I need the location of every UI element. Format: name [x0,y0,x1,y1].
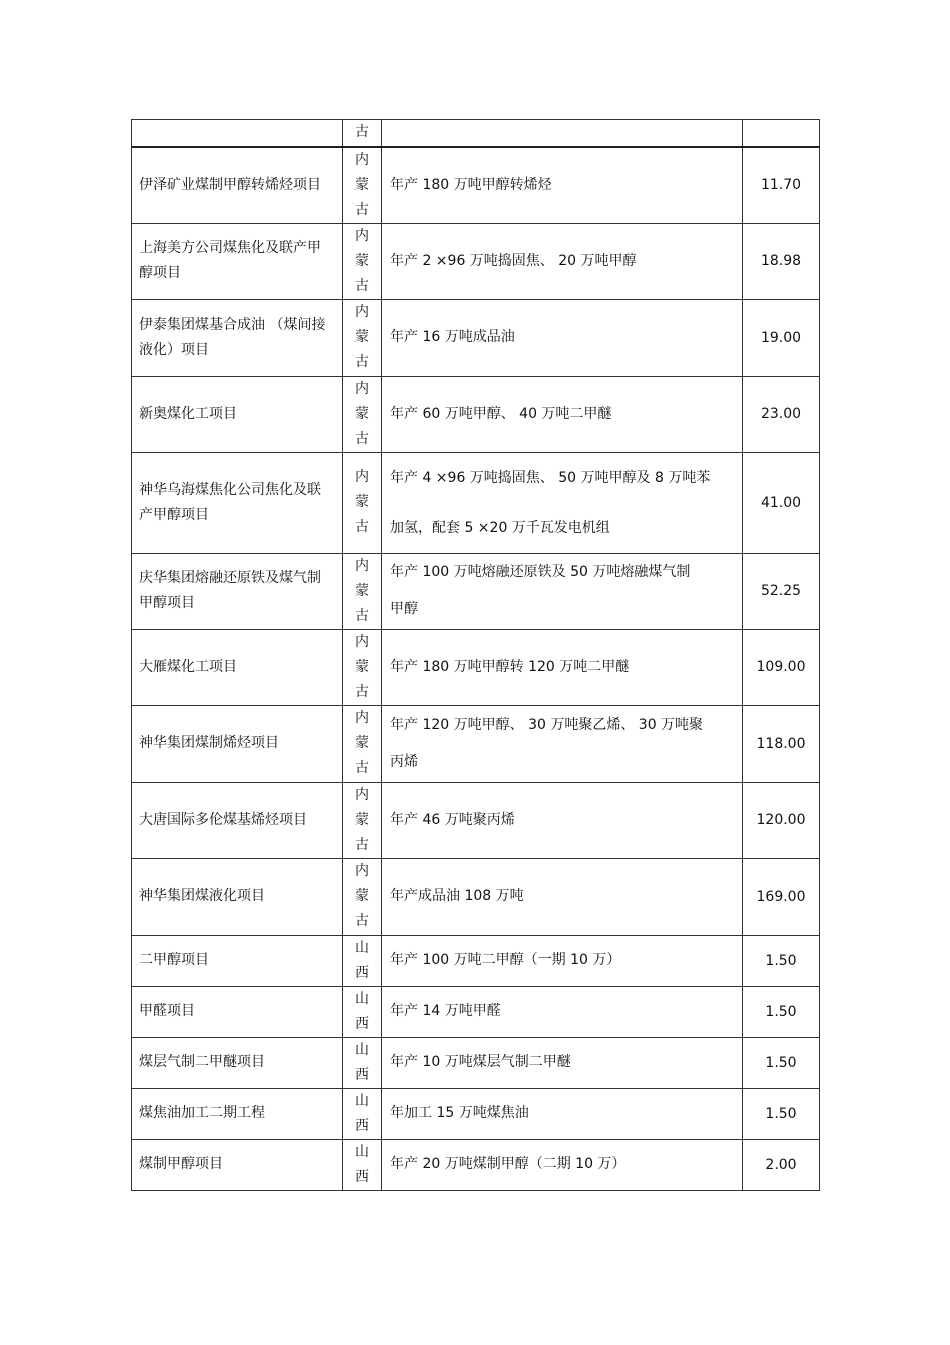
investment: 1.50 [743,1037,820,1088]
projects-table [131,119,820,1191]
table-row [132,782,820,858]
project-name: 新奥煤化工项目 [132,376,343,452]
project-name: 大唐国际多伦煤基烯烃项目 [132,782,343,858]
province: 内 蒙 古 [343,223,382,299]
table-row [132,986,820,1037]
capacity: 年产 60 万吨甲醇、 40 万吨二甲醚 [382,376,743,452]
capacity [382,120,743,147]
investment: 1.50 [743,935,820,986]
capacity: 年产 10 万吨煤层气制二甲醚 [382,1037,743,1088]
capacity: 年产 100 万吨二甲醇（一期 10 万） [382,935,743,986]
table-row [132,120,820,147]
investment: 1.50 [743,1088,820,1139]
project-name [132,120,343,147]
capacity: 年产 2 ×96 万吨捣固焦、 20 万吨甲醇 [382,223,743,299]
project-name: 煤焦油加工二期工程 [132,1088,343,1139]
investment: 52.25 [743,553,820,629]
project-name: 伊泰集团煤基合成油 （煤间接液化）项目 [132,299,343,376]
province: 古 [343,120,382,147]
capacity: 年产 120 万吨甲醇、 30 万吨聚乙烯、 30 万吨聚 丙烯 [382,705,743,782]
table-row [132,299,820,376]
capacity: 年加工 15 万吨煤焦油 [382,1088,743,1139]
table-row [132,1088,820,1139]
table-row [132,553,820,629]
investment: 118.00 [743,705,820,782]
project-name: 神华集团煤液化项目 [132,858,343,935]
table-row [132,1139,820,1190]
province: 内 蒙 古 [343,376,382,452]
table-row [132,1037,820,1088]
table-row [132,629,820,705]
capacity: 年产成品油 108 万吨 [382,858,743,935]
table-row [132,935,820,986]
province: 内 蒙 古 [343,858,382,935]
investment [743,120,820,147]
project-name: 神华乌海煤焦化公司焦化及联产甲醇项目 [132,452,343,553]
investment: 41.00 [743,452,820,553]
project-name: 庆华集团熔融还原铁及煤气制甲醇项目 [132,553,343,629]
capacity: 年产 180 万吨甲醇转烯烃 [382,147,743,224]
project-name: 甲醛项目 [132,986,343,1037]
table-row [132,858,820,935]
province: 山 西 [343,1037,382,1088]
project-name: 上海美方公司煤焦化及联产甲醇项目 [132,223,343,299]
capacity: 年产 16 万吨成品油 [382,299,743,376]
province: 山 西 [343,986,382,1037]
investment: 120.00 [743,782,820,858]
project-name: 神华集团煤制烯烃项目 [132,705,343,782]
investment: 11.70 [743,147,820,224]
capacity: 年产 100 万吨熔融还原铁及 50 万吨熔融煤气制 甲醇 [382,553,743,629]
province: 内 蒙 古 [343,553,382,629]
table-row [132,147,820,224]
project-name: 大雁煤化工项目 [132,629,343,705]
province: 山 西 [343,935,382,986]
province: 内 蒙 古 [343,452,382,553]
province: 内 蒙 古 [343,629,382,705]
province: 内 蒙 古 [343,147,382,224]
investment: 1.50 [743,986,820,1037]
province: 内 蒙 古 [343,705,382,782]
capacity: 年产 180 万吨甲醇转 120 万吨二甲醚 [382,629,743,705]
province: 山 西 [343,1088,382,1139]
province: 内 蒙 古 [343,299,382,376]
table-row [132,223,820,299]
investment: 18.98 [743,223,820,299]
investment: 169.00 [743,858,820,935]
capacity: 年产 14 万吨甲醛 [382,986,743,1037]
table-row [132,452,820,553]
capacity: 年产 20 万吨煤制甲醇（二期 10 万） [382,1139,743,1190]
capacity: 年产 4 ×96 万吨捣固焦、 50 万吨甲醇及 8 万吨苯 加氢，配套 5 ×20 万千瓦发电机组 [382,452,743,553]
project-name: 伊泽矿业煤制甲醇转烯烃项目 [132,147,343,224]
investment: 109.00 [743,629,820,705]
investment: 23.00 [743,376,820,452]
investment: 2.00 [743,1139,820,1190]
investment: 19.00 [743,299,820,376]
table-row [132,705,820,782]
province: 山 西 [343,1139,382,1190]
project-name: 煤层气制二甲醚项目 [132,1037,343,1088]
province: 内 蒙 古 [343,782,382,858]
capacity: 年产 46 万吨聚丙烯 [382,782,743,858]
table-row [132,376,820,452]
project-name: 煤制甲醇项目 [132,1139,343,1190]
project-name: 二甲醇项目 [132,935,343,986]
